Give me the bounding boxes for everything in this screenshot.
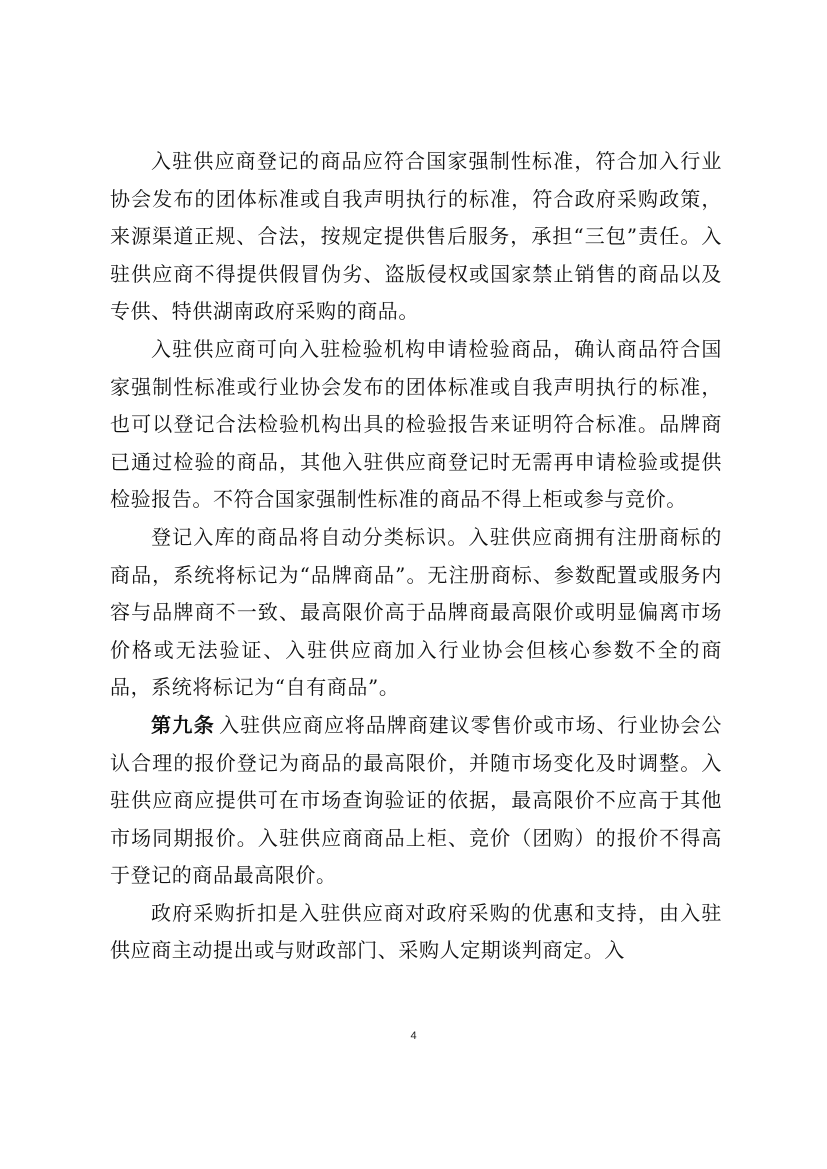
- paragraph-text: 登记入库的商品将自动分类标识。入驻供应商拥有注册商标的商品，系统将标记为“品牌商品”。无注册商标、参数配置或服务内容与品牌商不一致、最高限价高于品牌商最高限价或明显偏离市场价格或无法验证、入驻供应商加入行业协会但核心参数不全的商品，系统将标记为“自有商品”。: [110, 524, 722, 700]
- paragraph-product-standards: [110, 143, 722, 331]
- page-number: 4: [410, 1030, 417, 1042]
- paragraph-text: 入驻供应商可向入驻检验机构申请检验商品，确认商品符合国家强制性标准或行业协会发布的团体标准或自我声明执行的标准，也可以登记合法检验机构出具的检验报告来证明符合标准。品牌商已通过检验的商品，其他入驻供应商登记时无需再申请检验或提供检验报告。不符合国家强制性标准的商品不得上柜或参与竞价。: [110, 336, 722, 512]
- paragraph-product-classification: [110, 519, 722, 707]
- paragraph-text: 政府采购折扣是入驻供应商对政府采购的优惠和支持，由入驻供应商主动提出或与财政部门、采购人定期谈判商定。入: [110, 900, 722, 963]
- article-label: 第九条: [151, 712, 216, 737]
- paragraph-text: 入驻供应商登记的商品应符合国家强制性标准，符合加入行业协会发布的团体标准或自我声明执行的标准，符合政府采购政策，来源渠道正规、合法，按规定提供售后服务，承担“三包”责任。入驻供应商不得提供假冒伪劣、盗版侵权或国家禁止销售的商品以及专供、特供湖南政府采购的商品。: [110, 149, 722, 324]
- paragraph-article-nine: [110, 707, 722, 895]
- paragraph-text: 入驻供应商应将品牌商建议零售价或市场、行业协会公认合理的报价登记为商品的最高限价，并随市场变化及时调整。入驻供应商应提供可在市场查询验证的依据，最高限价不应高于其他市场同期报价。入驻供应商商品上柜、竞价（团购）的报价不得高于登记的商品最高限价。: [110, 712, 722, 888]
- paragraph-procurement-discount: [110, 895, 722, 970]
- paragraph-product-inspection: [110, 331, 722, 519]
- document-body: [110, 143, 722, 970]
